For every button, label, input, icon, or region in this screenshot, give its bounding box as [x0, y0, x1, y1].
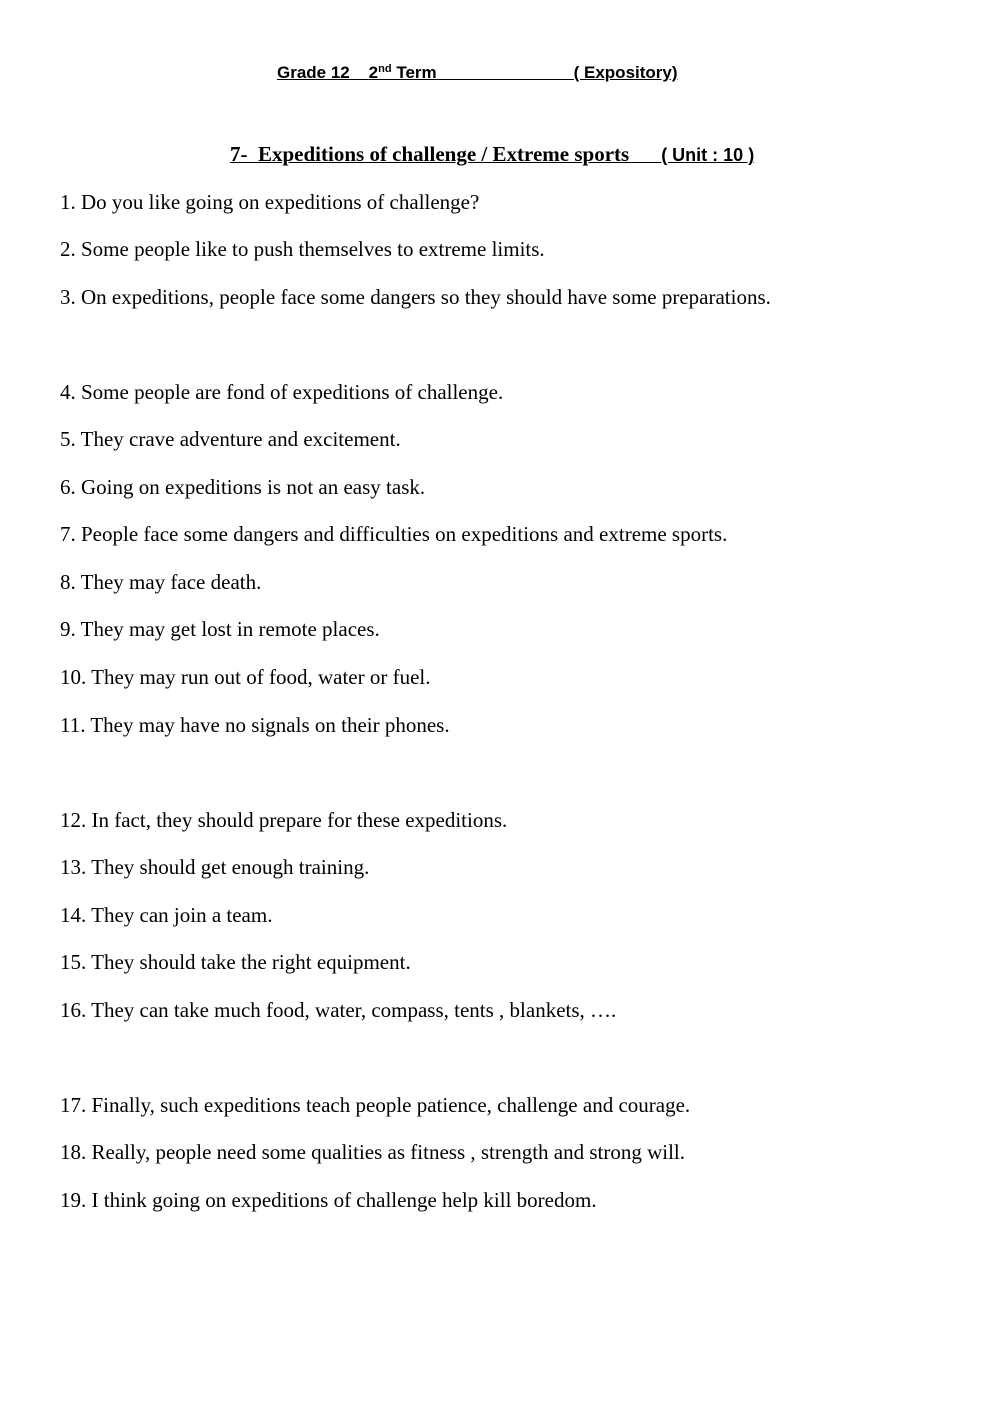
sentence-2: 2. Some people like to push themselves to extreme limits. — [60, 237, 545, 261]
title-text: 7- Expeditions of challenge / Extreme sports — [230, 142, 630, 166]
sentence-11: 11. They may have no signals on their phones. — [60, 713, 450, 737]
essay-title — [230, 141, 754, 170]
sentence-19: 19. I think going on expeditions of challenge help kill boredom. — [60, 1188, 597, 1212]
sentence-18: 18. Really, people need some qualities as fitness , strength and strong will. — [60, 1140, 686, 1164]
essay-type-label: ( Expository) — [573, 63, 678, 82]
sentence-15: 15. They should take the right equipment. — [60, 950, 411, 974]
sentence-1: 1. Do you like going on expeditions of challenge? — [60, 190, 480, 214]
sentence-8: 8. They may face death. — [60, 570, 262, 594]
sentence-5: 5. They crave adventure and excitement. — [60, 427, 401, 451]
term-label: Term — [396, 63, 437, 82]
sentence-3: 3. On expeditions, people face some dangers so they should have some preparations. — [60, 285, 771, 309]
sentence-13: 13. They should get enough training. — [60, 855, 370, 879]
sentence-14: 14. They can join a team. — [60, 903, 273, 927]
sentence-4: 4. Some people are fond of expeditions of challenge. — [60, 380, 504, 404]
sentence-12: 12. In fact, they should prepare for these expeditions. — [60, 808, 508, 832]
sentence-6: 6. Going on expeditions is not an easy task. — [60, 475, 426, 499]
term-number: 2 — [368, 63, 379, 82]
sentence-7: 7. People face some dangers and difficulties on expeditions and extreme sports. — [60, 522, 728, 546]
sentence-16: 16. They can take much food, water, compass, tents , blankets, …. — [60, 998, 617, 1022]
term-suffix: nd — [378, 63, 392, 75]
sentence-9: 9. They may get lost in remote places. — [60, 617, 380, 641]
unit-label: ( Unit : 10 ) — [661, 145, 755, 165]
page-header — [277, 62, 678, 84]
sentence-17: 17. Finally, such expeditions teach people patience, challenge and courage. — [60, 1093, 691, 1117]
grade-label: Grade 12 — [277, 63, 350, 82]
sentence-10: 10. They may run out of food, water or fuel. — [60, 665, 431, 689]
